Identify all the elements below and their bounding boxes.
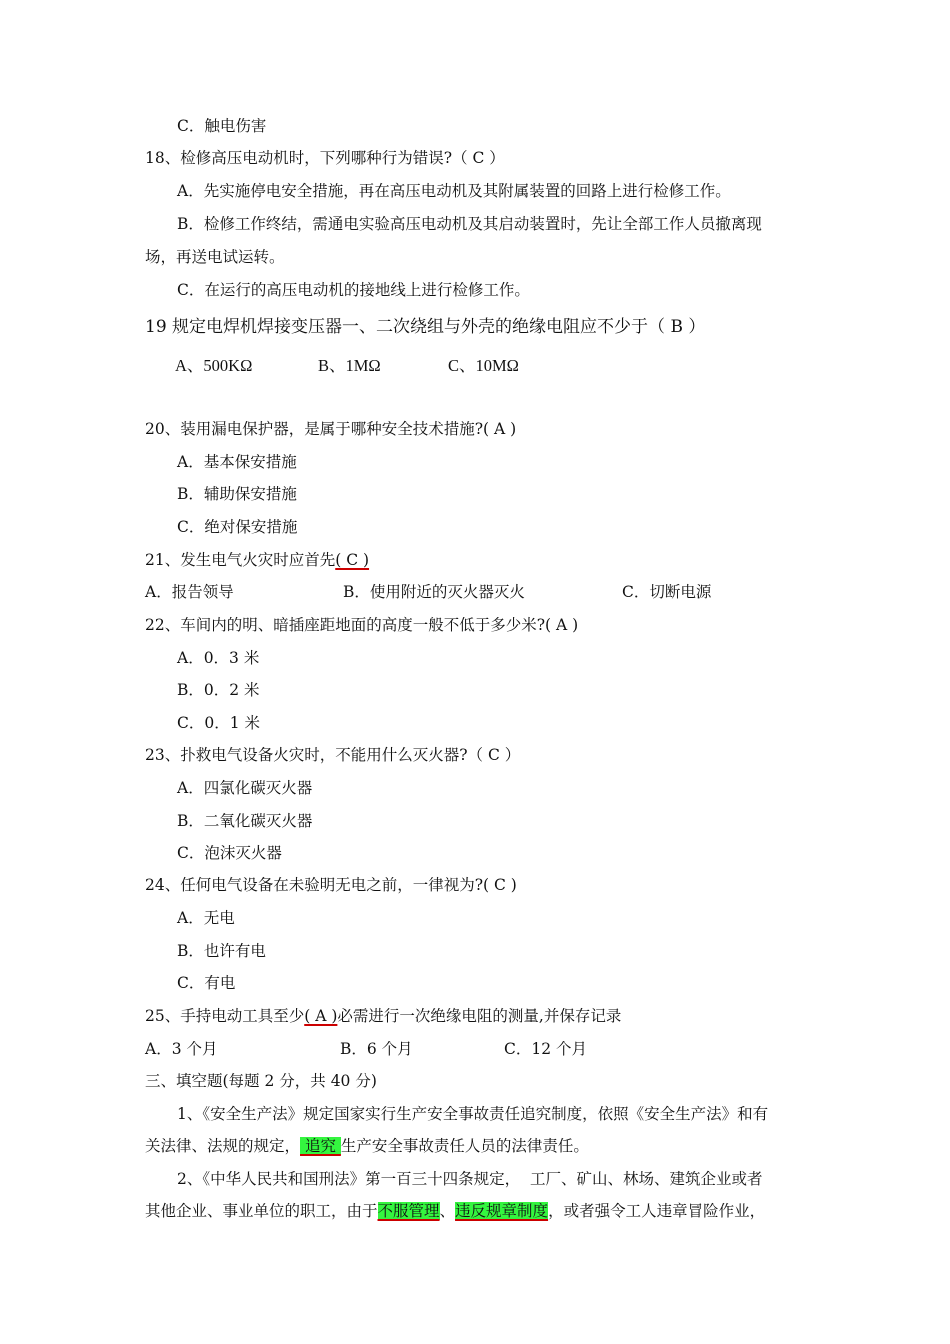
- q25-option-c: C．12 个月: [504, 1040, 588, 1058]
- answer-highlight: 不服管理: [377, 1202, 440, 1220]
- q21-option-a: A．报告领导: [145, 583, 234, 601]
- question-text: 关法律、法规的规定，: [145, 1137, 301, 1155]
- question-text: 21、发生电气火灾时应首先: [145, 551, 336, 569]
- question-text: 25、手持电动工具至少: [145, 1007, 305, 1025]
- question-24: 24、任何电气设备在未验明无电之前，一律视为?( C ): [145, 876, 517, 894]
- q25-option-b: B．6 个月: [340, 1040, 413, 1058]
- option-c: C．有电: [177, 974, 236, 992]
- option-b: B．辅助保安措施: [177, 485, 297, 503]
- fill-question-2-cont: [145, 1200, 765, 1222]
- option-c: C．0．1 米: [177, 714, 261, 732]
- question-text: 生产安全事故责任人员的法律责任。: [340, 1137, 589, 1155]
- option-b: B．检修工作终结，需通电实验高压电动机及其启动装置时，先让全部工作人员撤离现: [177, 215, 762, 233]
- question-text: ，或者强令工人违章冒险作业，: [548, 1202, 766, 1220]
- answer-highlight: 违反规章制度: [455, 1202, 549, 1220]
- option-b: B．也许有电: [177, 942, 266, 960]
- q19-option-c: C、10MΩ: [448, 356, 519, 375]
- question-text: 必需进行一次绝缘电阻的测量,并保存记录: [337, 1007, 622, 1025]
- question-20: 20、装用漏电保护器，是属于哪种安全技术措施?( A ): [145, 420, 517, 438]
- question-text: 其他企业、事业单位的职工，由于: [145, 1202, 378, 1220]
- answer-highlight: 追究: [300, 1137, 341, 1155]
- option-a: A．四氯化碳灭火器: [177, 779, 313, 797]
- q21-option-b: B．使用附近的灭火器灭火: [343, 583, 525, 601]
- option-a: A．先实施停电安全措施，再在高压电动机及其附属装置的回路上进行检修工作。: [177, 182, 731, 200]
- q19-option-b: B、1MΩ: [318, 356, 381, 375]
- option-c: C．泡沫灭火器: [177, 844, 282, 862]
- q21-option-c: C．切断电源: [622, 583, 712, 601]
- option-a: A．0．3 米: [177, 649, 260, 667]
- question-21: [145, 549, 369, 571]
- question-22: 22、车间内的明、暗插座距地面的高度一般不低于多少米?( A ): [145, 616, 579, 634]
- option-c: C．在运行的高压电动机的接地线上进行检修工作。: [177, 281, 530, 299]
- answer-blank: ( C ): [335, 551, 370, 569]
- question-25: [145, 1005, 621, 1027]
- q19-option-a: A、500KΩ: [175, 356, 253, 375]
- fill-question-1-cont: [145, 1135, 589, 1157]
- text-line: C．触电伤害: [177, 117, 267, 135]
- option-a: A．无电: [177, 909, 235, 927]
- separator: 、: [439, 1202, 456, 1220]
- option-b: B．二氧化碳灭火器: [177, 812, 313, 830]
- option-c: C．绝对保安措施: [177, 518, 298, 536]
- question-23: 23、扑救电气设备火灾时，不能用什么灭火器?（ C ）: [145, 746, 521, 764]
- text-line: 场，再送电试运转。: [145, 248, 285, 266]
- answer-blank: ( A ): [304, 1007, 338, 1025]
- fill-question-1: 1、《安全生产法》规定国家实行生产安全事故责任追究制度，依照《安全生产法》和有: [177, 1105, 769, 1123]
- section-heading: 三、填空题(每题 2 分，共 40 分): [145, 1072, 377, 1090]
- question-18: 18、检修高压电动机时，下列哪种行为错误?（ C ）: [145, 149, 505, 167]
- question-19: 19 规定电焊机焊接变压器一、二次绕组与外壳的绝缘电阻应不少于（ B ）: [145, 317, 706, 337]
- option-b: B．0．2 米: [177, 681, 260, 699]
- q25-option-a: A．3 个月: [145, 1040, 218, 1058]
- option-a: A．基本保安措施: [177, 453, 297, 471]
- fill-question-2: 2、《中华人民共和国刑法》第一百三十四条规定， 工厂、矿山、林场、建筑企业或者: [177, 1170, 763, 1188]
